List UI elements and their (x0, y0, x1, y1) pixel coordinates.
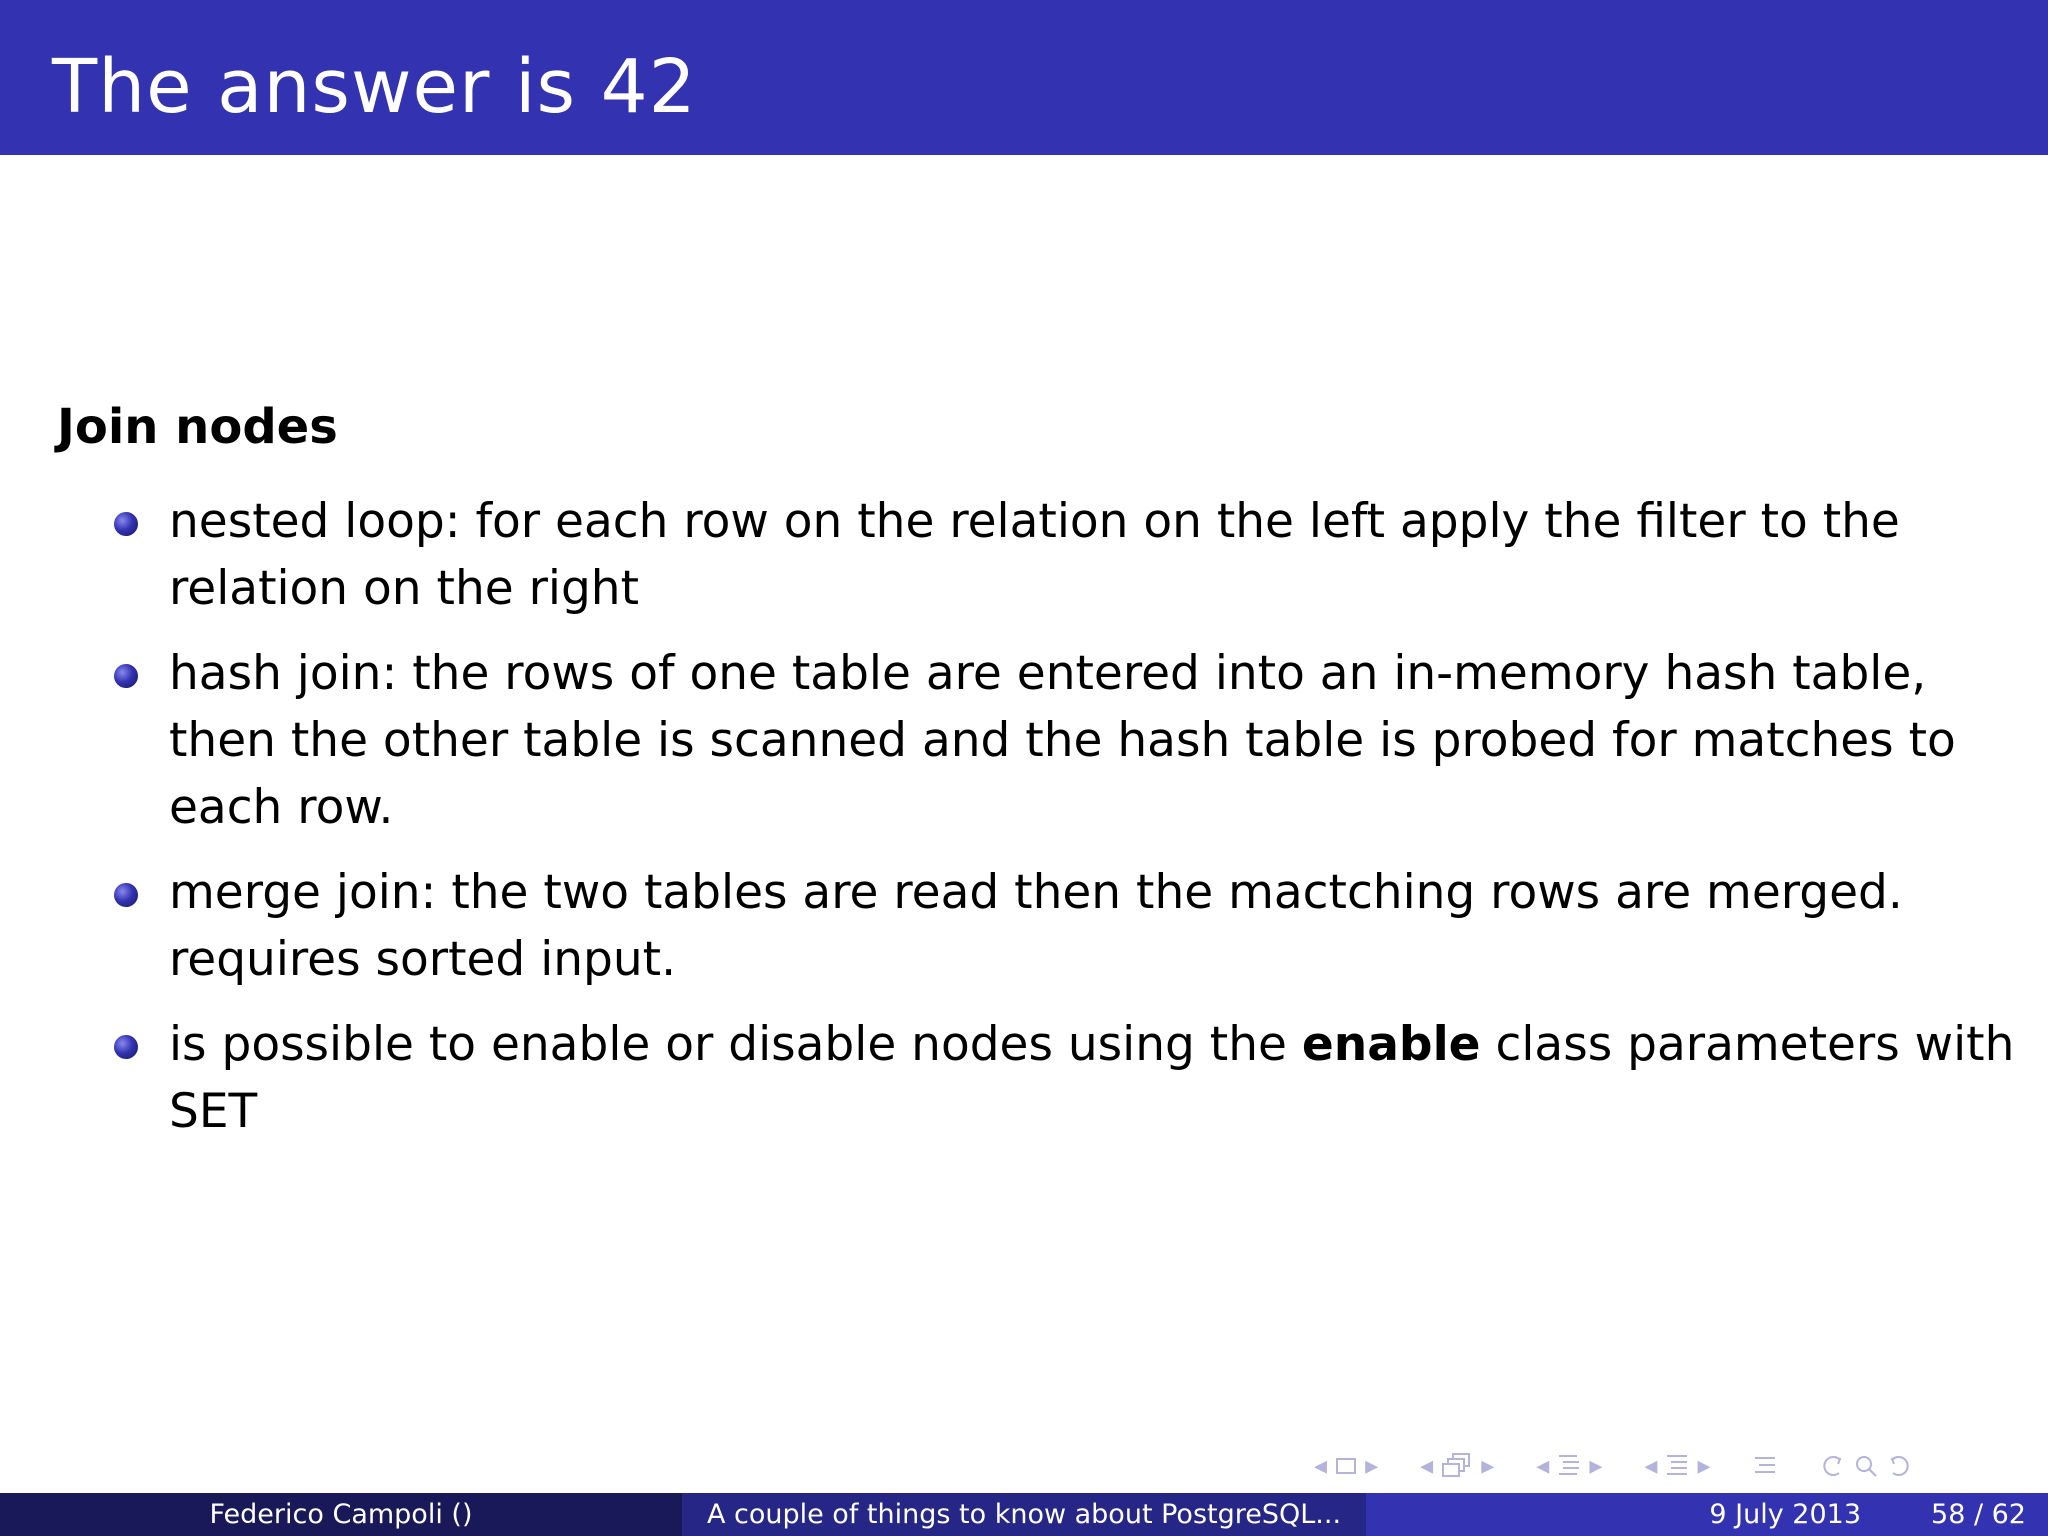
bullet-icon (114, 512, 138, 536)
bullet-text (169, 1011, 2015, 1078)
nav-group-section (1532, 1451, 1606, 1481)
footer-author-cell (0, 1493, 682, 1536)
slide-title: The answer is 42 (52, 44, 697, 130)
document-next-arrow-icon[interactable]: ▸ (1697, 1451, 1711, 1481)
bullet-text-bold: enable (1301, 1017, 1481, 1072)
footer-page-number: 58 / 62 (1931, 1499, 2026, 1530)
block-title: Join nodes (57, 399, 338, 455)
search-icon[interactable] (1853, 1453, 1879, 1479)
footer-bar (0, 1493, 2048, 1536)
footer-date: 9 July 2013 (1709, 1499, 1862, 1530)
nav-group-search (1815, 1453, 1917, 1479)
footer-date-cell (1366, 1493, 2048, 1536)
bullet-item-enable-nodes (0, 1011, 2048, 1145)
bullet-text-part: class parameters with (1480, 1017, 2015, 1072)
bullet-icon (114, 664, 138, 688)
bullet-text: hash join: the rows of one table are entered into an in-memory hash table, (169, 646, 1927, 701)
frame-icon[interactable] (1335, 1457, 1357, 1475)
bullet-text: each row. (169, 780, 394, 835)
subsection-icon[interactable] (1441, 1452, 1473, 1480)
section-next-arrow-icon[interactable]: ▸ (1589, 1451, 1603, 1481)
beamer-navigation (1310, 1448, 1951, 1484)
bullet-text: requires sorted input. (169, 932, 677, 987)
document-icon[interactable] (1665, 1453, 1689, 1479)
bullet-text: relation on the right (169, 561, 640, 616)
nav-group-subsection (1416, 1451, 1498, 1481)
section-icon[interactable] (1557, 1453, 1581, 1479)
subsection-next-arrow-icon[interactable]: ▸ (1481, 1451, 1495, 1481)
forward-icon[interactable] (1887, 1453, 1913, 1479)
outline-icon[interactable] (1753, 1453, 1777, 1479)
nav-group-frame (1310, 1451, 1382, 1481)
footer-title-cell (682, 1493, 1366, 1536)
nav-group-outline (1749, 1453, 1781, 1479)
subsection-prev-arrow-icon[interactable]: ◂ (1420, 1451, 1434, 1481)
bullet-text: then the other table is scanned and the hash table is probed for matches to (169, 713, 1956, 768)
document-prev-arrow-icon[interactable]: ◂ (1644, 1451, 1658, 1481)
frame-prev-arrow-icon[interactable]: ◂ (1314, 1451, 1328, 1481)
section-prev-arrow-icon[interactable]: ◂ (1536, 1451, 1550, 1481)
footer-author: Federico Campoli () (209, 1499, 473, 1530)
nav-group-document (1640, 1451, 1714, 1481)
bullet-icon (114, 1035, 138, 1059)
bullet-item-hash-join (0, 640, 2048, 841)
bullet-text-part: is possible to enable or disable nodes using the (169, 1017, 1302, 1072)
bullet-list (0, 488, 2048, 1163)
bullet-text: SET (169, 1084, 258, 1139)
bullet-text: nested loop: for each row on the relation on the left apply the filter to the (169, 494, 1900, 549)
footer-short-title: A couple of things to know about PostgreSQL... (706, 1499, 1342, 1530)
title-bar (0, 0, 2048, 155)
back-icon[interactable] (1819, 1453, 1845, 1479)
bullet-item-merge-join (0, 859, 2048, 993)
bullet-item-nested-loop (0, 488, 2048, 622)
bullet-text: merge join: the two tables are read then the mactching rows are merged. (169, 865, 1903, 920)
bullet-icon (114, 883, 138, 907)
frame-next-arrow-icon[interactable]: ▸ (1365, 1451, 1379, 1481)
